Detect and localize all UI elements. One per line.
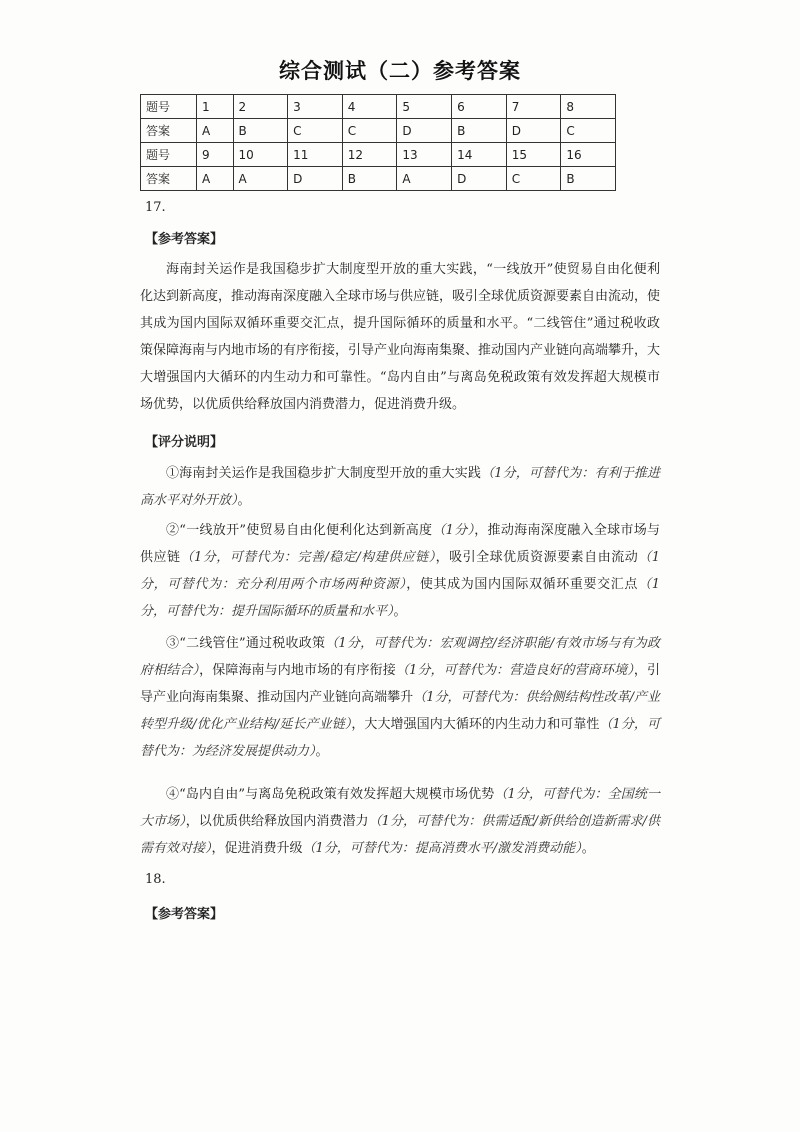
- table-row: [141, 95, 616, 119]
- scoring-note: （1分，可替代为：提升国际循环的质量和水平）: [140, 577, 660, 619]
- table-row: [141, 119, 616, 143]
- table-cell: 16: [561, 143, 616, 167]
- table-cell: A: [233, 167, 288, 191]
- page-title: 综合测试（二）参考答案: [279, 58, 521, 83]
- table-cell: 10: [233, 143, 288, 167]
- scoring-text: ，吸引全球优质资源要素自由流动: [435, 550, 639, 565]
- scoring-text: 。: [581, 841, 595, 856]
- scoring-point-3: [140, 630, 660, 765]
- table-cell: 4: [342, 95, 397, 119]
- table-cell: 12: [342, 143, 397, 167]
- scoring-text: ，引导产业向海南集聚、推动国内产业链向高端攀升: [140, 663, 660, 705]
- table-row-header: 答案: [141, 167, 197, 191]
- table-row-header: 答案: [141, 119, 197, 143]
- scoring-note: （1分，可替代为：有利于推进高水平对外开放）: [140, 466, 660, 508]
- table-cell: 3: [288, 95, 343, 119]
- table-cell: C: [342, 119, 397, 143]
- reference-answer-tag-18: 【参考答案】: [145, 907, 224, 922]
- table-cell: B: [342, 167, 397, 191]
- scoring-note: （1分，可替代为：全国统一大市场）: [140, 787, 660, 829]
- scoring-text: 。: [315, 744, 329, 759]
- table-row-header: 题号: [141, 143, 197, 167]
- table-cell: 1: [197, 95, 234, 119]
- scoring-note: （1分，可替代为：宏观调控/经济职能/有效市场与有为政府相结合）: [140, 636, 660, 678]
- table-cell: 11: [288, 143, 343, 167]
- table-cell: A: [197, 119, 234, 143]
- table-cell: D: [397, 119, 452, 143]
- reference-answer-tag-17: 【参考答案】: [145, 232, 224, 247]
- scoring-text: ④“岛内自由”与离岛免税政策有效发挥超大规模市场优势: [166, 787, 495, 802]
- scoring-text: ，推动海南深度融入全球市场与供应链: [140, 523, 660, 565]
- scoring-text: ①海南封关运作是我国稳步扩大制度型开放的重大实践: [166, 466, 482, 481]
- table-cell: 7: [506, 95, 561, 119]
- table-row: [141, 143, 616, 167]
- scoring-note: （1分，可替代为：供需适配/新供给创造新需求/供需有效对接）: [140, 814, 660, 856]
- table-cell: C: [506, 167, 561, 191]
- scoring-note: （1分）: [432, 523, 475, 538]
- scoring-text: ，保障海南与内地市场的有序衔接: [199, 663, 396, 678]
- table-cell: C: [561, 119, 616, 143]
- table-cell: 15: [506, 143, 561, 167]
- scoring-notes-tag: 【评分说明】: [145, 435, 224, 450]
- table-cell: C: [288, 119, 343, 143]
- table-cell: D: [506, 119, 561, 143]
- scoring-text: ，大大增强国内大循环的内生动力和可靠性: [351, 717, 600, 732]
- table-cell: B: [452, 119, 507, 143]
- scoring-text: ，使其成为国内国际双循环重要交汇点: [406, 577, 639, 592]
- answer-table: [140, 94, 616, 191]
- scoring-text: 。: [393, 604, 407, 619]
- table-cell: A: [397, 167, 452, 191]
- table-row: [141, 167, 616, 191]
- scoring-text: ，促进消费升级: [211, 841, 303, 856]
- table-cell: D: [288, 167, 343, 191]
- scoring-point-4: [140, 781, 660, 862]
- question-18-number: 18.: [145, 872, 166, 887]
- scoring-note: （1分，可替代为：提高消费水平/激发消费动能）: [302, 841, 582, 856]
- table-cell: 6: [452, 95, 507, 119]
- scoring-text: ，以优质供给释放国内消费潜力: [185, 814, 369, 829]
- scoring-point-2: [140, 517, 660, 625]
- table-row-header: 题号: [141, 95, 197, 119]
- reference-answer-17: [140, 256, 660, 418]
- scoring-note: （1分，可替代为：充分利用两个市场两种资源）: [140, 550, 660, 592]
- reference-answer-text-17: 海南封关运作是我国稳步扩大制度型开放的重大实践，“一线放开”使贸易自由化便利化达到新高度，推动海南深度融入全球市场与供应链，吸引全球优质资源要素自由流动，使其成为国内国际双循环重要交汇点，提升国际循环的质量和水平。“二线管住”通过税收政策保障海南与内地市场的有序衔接，引导产业向海南集聚、推动国内产业链向高端攀升，大大增强国内大循环的内生动力和可靠性。“岛内自由”与离岛免税政策有效发挥超大规模市场优势，以优质供给释放国内消费潜力，促进消费升级。: [140, 262, 661, 412]
- table-cell: B: [233, 119, 288, 143]
- table-cell: D: [452, 167, 507, 191]
- table-cell: 14: [452, 143, 507, 167]
- scoring-point-1: [140, 460, 660, 514]
- table-cell: A: [197, 167, 234, 191]
- question-17-number: 17.: [145, 200, 166, 215]
- table-cell: 5: [397, 95, 452, 119]
- scoring-text: ③“二线管住”通过税收政策: [166, 636, 326, 651]
- scoring-text: ②“一线放开”使贸易自由化便利化达到新高度: [166, 523, 433, 538]
- scoring-note: （1分，可替代为：完善/稳定/构建供应链）: [180, 550, 436, 565]
- table-cell: 9: [197, 143, 234, 167]
- table-cell: B: [561, 167, 616, 191]
- scoring-note: （1分，可替代为：为经济发展提供动力）: [140, 717, 660, 759]
- table-cell: 8: [561, 95, 616, 119]
- scoring-note: （1分，可替代为：供给侧结构性改革/产业转型升级/优化产业结构/延长产业链）: [140, 690, 660, 732]
- table-cell: 13: [397, 143, 452, 167]
- table-cell: 2: [233, 95, 288, 119]
- scoring-note: （1分，可替代为：营造良好的营商环境）: [395, 663, 634, 678]
- scoring-text: 。: [237, 493, 251, 508]
